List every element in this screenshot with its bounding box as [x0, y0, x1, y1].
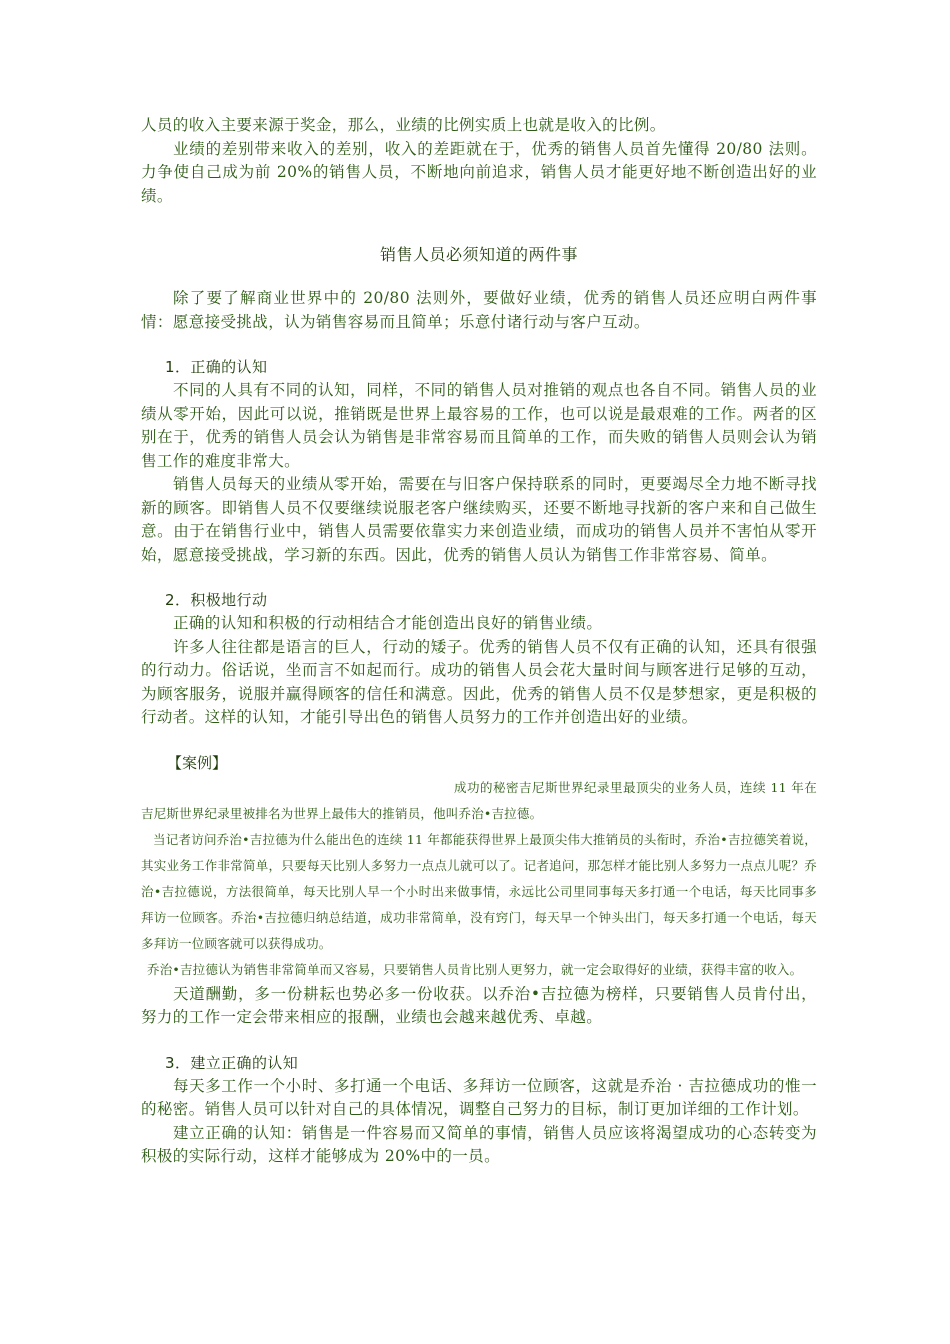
- case-paragraph-2: 当记者访问乔治•吉拉德为什么能出色的连续 11 年都能获得世界上最顶尖伟大推销员的头衔时，乔治•吉拉德笑着说，其实业务工作非常简单，只要每天比别人多努力一点点儿就可以了。记者追问，那怎样才能比别人多努力一点点儿呢？乔治•吉拉德说，方法很简单，每天比别人早一个小时出来做事情，永远比公司里同事每天多打通一个电话，每天比同事多拜访一位顾客。乔治•吉拉德归纳总结道，成功非常简单，没有窍门，每天早一个钟头出门，每天多打通一个电话，每天多拜访一位顾客就可以获得成功。: [141, 831, 817, 951]
- case-label: 【案例】: [167, 753, 228, 772]
- item2-paragraph-2: 许多人往往都是语言的巨人，行动的矮子。优秀的销售人员不仅有正确的认知，还具有很强的行动力。俗话说，坐而言不如起而行。成功的销售人员会花大量时间与顾客进行足够的互动，为顾客服务，说服并赢得顾客的信任和满意。因此，优秀的销售人员不仅是梦想家，更是积极的行动者。这样的认知，才能引导出色的销售人员努力的工作并创造出好的业绩。: [141, 637, 817, 726]
- case-paragraph-4: 天道酬勤，多一份耕耘也势必多一份收获。以乔治•吉拉德为榜样，只要销售人员肯付出，努力的工作一定会带来相应的报酬，业绩也会越来越优秀、卓越。: [141, 984, 817, 1026]
- item3-heading: 3．建立正确的认知: [165, 1053, 299, 1072]
- document-body: [141, 114, 817, 1169]
- item1-heading: 1．正确的认知: [165, 358, 268, 376]
- case-paragraph-1: 成功的秘密吉尼斯世界纪录里最顶尖的业务人员，连续 11 年在吉尼斯世界纪录里被排名为世界上最伟大的推销员，他叫乔治•吉拉德。: [141, 779, 817, 821]
- section-lead: 除了要了解商业世界中的 20/80 法则外，要做好业绩，优秀的销售人员还应明白两件事情：愿意接受挑战，认为销售容易而且简单；乐意付诸行动与客户互动。: [141, 289, 817, 331]
- item1-paragraph-1: 不同的人具有不同的认知，同样，不同的销售人员对推销的观点也各自不同。销售人员的业绩从零开始，因此可以说，推销既是世界上最容易的工作，也可以说是最艰难的工作。两者的区别在于，优秀的销售人员会认为销售是非常容易而且简单的工作，而失败的销售人员则会认为销售工作的难度非常大。: [141, 381, 817, 470]
- item2-paragraph-1: 正确的认知和积极的行动相结合才能创造出良好的销售业绩。: [173, 614, 603, 632]
- case-paragraph-3: 乔治•吉拉德认为销售非常简单而又容易，只要销售人员肯比别人更努力，就一定会取得好的业绩，获得丰富的收入。: [147, 961, 803, 977]
- item3-paragraph-2: 建立正确的认知：销售是一件容易而又简单的事情，销售人员应该将渴望成功的心态转变为积极的实际行动，这样才能够成为 20%中的一员。: [141, 1123, 817, 1165]
- section-title: 销售人员必须知道的两件事: [379, 245, 578, 264]
- intro-paragraph-2: 业绩的差别带来收入的差别，收入的差距就在于，优秀的销售人员首先懂得 20/80 法则。力争使自己成为前 20%的销售人员，不断地向前追求，销售人员才能更好地不断创造出好的业绩。: [141, 139, 817, 205]
- item1-paragraph-2: 销售人员每天的业绩从零开始，需要在与旧客户保持联系的同时，更要竭尽全力地不断寻找新的顾客。即销售人员不仅要继续说服老客户继续购买，还要不断地寻找新的客户来和自己做生意。由于在销售行业中，销售人员需要依靠实力来创造业绩，而成功的销售人员并不害怕从零开始，愿意接受挑战，学习新的东西。因此，优秀的销售人员认为销售工作非常容易、简单。: [141, 475, 817, 564]
- item2-heading: 2．积极地行动: [165, 591, 268, 609]
- intro-paragraph-1: 人员的收入主要来源于奖金，那么，业绩的比例实质上也就是收入的比例。: [141, 116, 666, 134]
- item3-paragraph-1: 每天多工作一个小时、多打通一个电话、多拜访一位顾客，这就是乔治 · 吉拉德成功的惟一的秘密。销售人员可以针对自己的具体情况，调整自己努力的目标，制订更加详细的工作计划。: [141, 1076, 817, 1118]
